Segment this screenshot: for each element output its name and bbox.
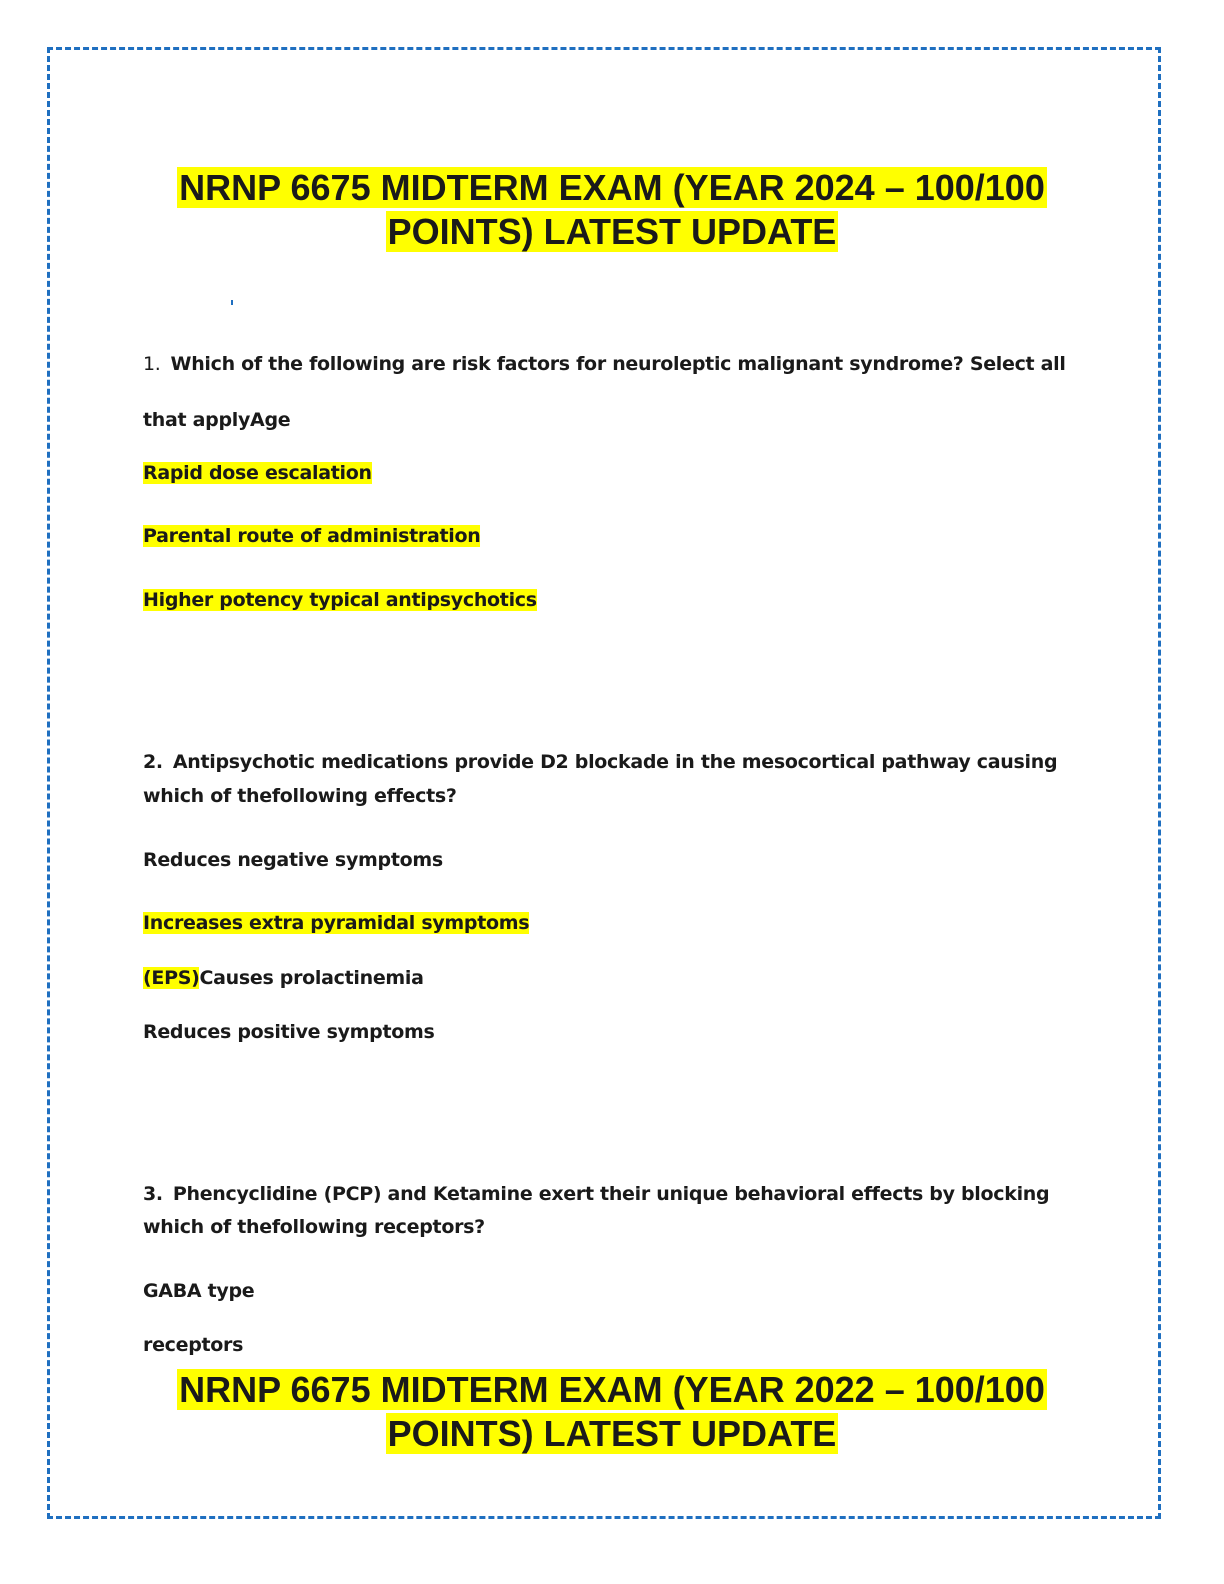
question-1-option-2: Parental route of administration: [143, 525, 481, 547]
question-3-line1: 3. Phencyclidine (PCP) and Ketamine exert their unique behavioral effects by blocking: [143, 1178, 1049, 1211]
decorative-mark: [231, 300, 233, 305]
question-2-option-1: Reduces negative symptoms: [143, 849, 443, 871]
question-2-option-4: Reduces positive symptoms: [143, 1021, 435, 1043]
title-top-line1: NRNP 6675 MIDTERM EXAM (YEAR 2024 – 100/100: [179, 167, 1045, 208]
question-1-line1: 1. Which of the following are risk factors for neuroleptic malignant syndrome? Select all: [143, 348, 1066, 381]
question-2-option-2: Increases extra pyramidal symptoms: [143, 912, 530, 934]
question-3-option-1: GABA type: [143, 1280, 255, 1302]
question-2-line2: which of thefollowing effects?: [143, 785, 457, 807]
question-3-line2: which of thefollowing receptors?: [143, 1216, 485, 1238]
title-top-line2: POINTS) LATEST UPDATE: [387, 211, 837, 252]
question-1-option-3: Higher potency typical antipsychotics: [143, 589, 537, 611]
question-2-number: 2.: [143, 751, 163, 773]
question-1-line2: that applyAge: [143, 409, 291, 431]
question-2-option-3: (EPS)Causes prolactinemia: [143, 967, 424, 989]
question-2-line1: 2. Antipsychotic medications provide D2 blockade in the mesocortical pathway causing: [143, 746, 1057, 779]
question-1-number: 1.: [143, 353, 161, 375]
title-bottom-line1: NRNP 6675 MIDTERM EXAM (YEAR 2022 – 100/100: [179, 1369, 1045, 1410]
question-1-option-1: Rapid dose escalation: [143, 462, 372, 484]
page-title-bottom: [0, 1368, 1224, 1456]
title-bottom-line2: POINTS) LATEST UPDATE: [387, 1413, 837, 1454]
page-title-top: [0, 166, 1224, 254]
question-3-option-2: receptors: [143, 1334, 244, 1356]
question-3-number: 3.: [143, 1183, 163, 1205]
